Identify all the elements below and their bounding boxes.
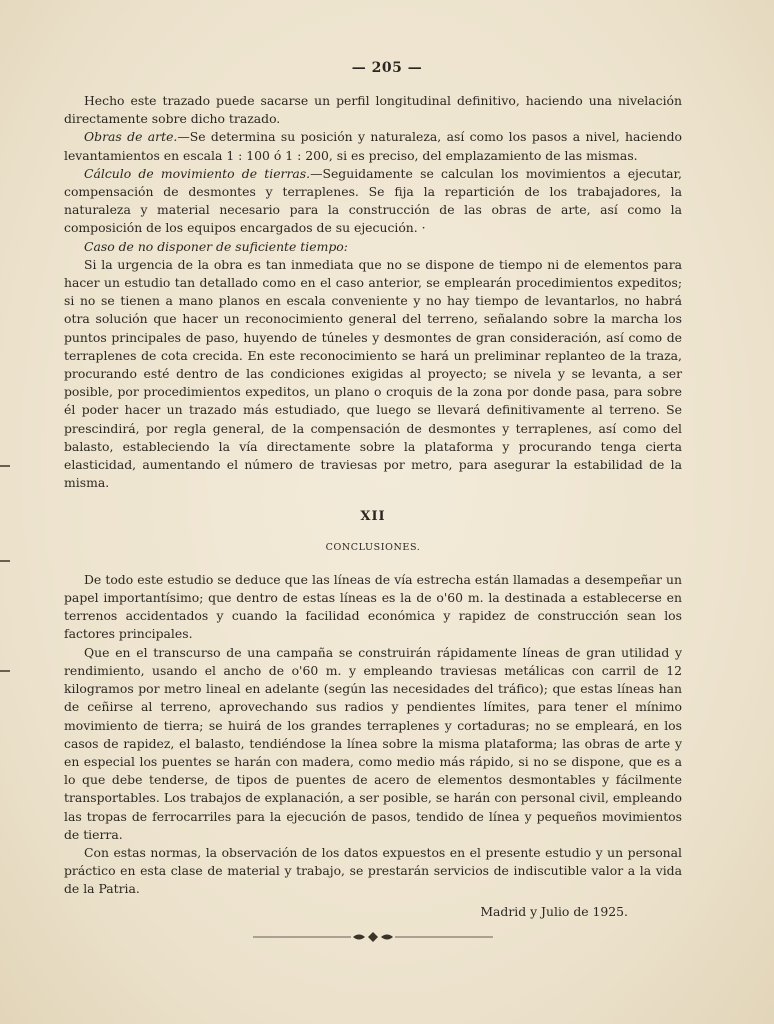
paragraph (64, 238, 682, 256)
page-edge-mark (0, 465, 10, 467)
paragraph-text: —Se determina su posición y naturaleza, así como los pasos a nivel, haciendo levantamientos en escala 1 : 100 ó 1 : 200, si es preciso, del emplazamiento de las mismas. (64, 129, 682, 163)
ornament-divider-icon (253, 931, 493, 943)
paragraph (64, 256, 682, 493)
section-title: CONCLUSIONES. (325, 541, 421, 553)
paragraph-lead: Obras de arte. (84, 129, 178, 145)
page-edge-mark (0, 560, 10, 562)
paragraph: De todo este estudio se deduce que las líneas de vía estrecha están llamadas a desempeñar un papel importantísimo; que dentro de estas líneas es la de o'60 m. la destinada a establecerse en terrenos accidentados y cuando la facilidad económica y rapidez de construcción sean los factores principales. (64, 571, 682, 642)
paragraph (64, 128, 682, 164)
conclusions-section (64, 571, 682, 899)
paragraph-text: Si la urgencia de la obra es tan inmediata que no se dispone de tiempo ni de elementos para hacer un estudio tan detallado como en el caso anterior, se emplearán procedimientos expeditos; si no se tienen a mano planos en escala conveniente y no hay tiempo de levantarlos, no habrá otra solución que hacer un reconocimiento general del terreno, señalando sobre la marcha los puntos principales de paso, huyendo de túneles y desmontes de gran consideración, así como de terraplenes de cota crecida. En este reconocimiento se hará un preliminar replanteo de la traza, procurando esté dentro de las condiciones exigidas al proyecto; se nivela y se levanta, a ser posible, por procedimientos expeditos, un plano o croquis de la zona por donde pasa, para sobre él poder hacer un trazado más estudiado, que luego se llevará definitivamente al terreno. Se prescindirá, por regla general, de la compensación de desmontes y terraplenes, así como del balasto, estableciendo la vía directamente sobre la plataforma y procurando tenga cierta elasticidad, aumentando el número de traviesas por metro, para asegurar la estabilidad de la misma. (64, 256, 682, 491)
paragraph: Con estas normas, la observación de los datos expuestos en el presente estudio y un personal práctico en esta clase de material y trabajo, se prestarán servicios de indiscutible valor a la vida de la Patria. (64, 844, 682, 897)
paragraph-lead: Cálculo de movimiento de tierras. (84, 165, 311, 181)
page-number: — 205 — (351, 60, 423, 76)
intro-section (64, 92, 682, 492)
paragraph (64, 92, 682, 128)
paragraph-text: Hecho este trazado puede sacarse un perfil longitudinal definitivo, haciendo una nivelación directamente sobre dicho trazado. (64, 93, 682, 127)
main-text (64, 92, 682, 943)
paragraph-lead: Caso de no disponer de suficiente tiempo: (84, 238, 348, 254)
paragraph: Que en el transcurso de una campaña se construirán rápidamente líneas de gran utilidad y rendimiento, usando el ancho de o'60 m. y empleando traviesas metálicas con carril de 12 kilogramos por metro lineal en adelante (según las necesidades del tráfico); que estas líneas han de ceñirse al terreno, aprovechando sus radios y pendientes límites, para tener el mínimo movimiento de tierra; se huirá de los grandes terraplenes y cortaduras; no se empleará, en los casos de rapidez, el balasto, tendiéndose la línea sobre la misma plataforma; las obras de arte y en especial los puentes se harán con madera, como medio más rápido, si no se dispone, que es a lo que debe tenderse, de tipos de puentes de acero de elementos desmontables y fácilmente transportables. Los trabajos de explanación, a ser posible, se harán con personal civil, empleando las tropas de ferrocarriles para la ejecución de pasos, tendido de línea y pequeños movimientos de tierra. (64, 644, 682, 842)
paragraph (64, 165, 682, 238)
date-line: Madrid y Julio de 1925. (480, 903, 628, 919)
section-number: XII (360, 509, 386, 525)
paragraph-text: —Seguidamente se calculan los movimientos a ejecutar, compensación de desmontes y terraplenes. Se fija la repartición de los trabajadores, la naturaleza y material necesario para la construcción de las obras de arte, así como la composición de los equipos encargados de su ejecución. · (64, 165, 682, 236)
page-edge-mark (0, 670, 10, 672)
